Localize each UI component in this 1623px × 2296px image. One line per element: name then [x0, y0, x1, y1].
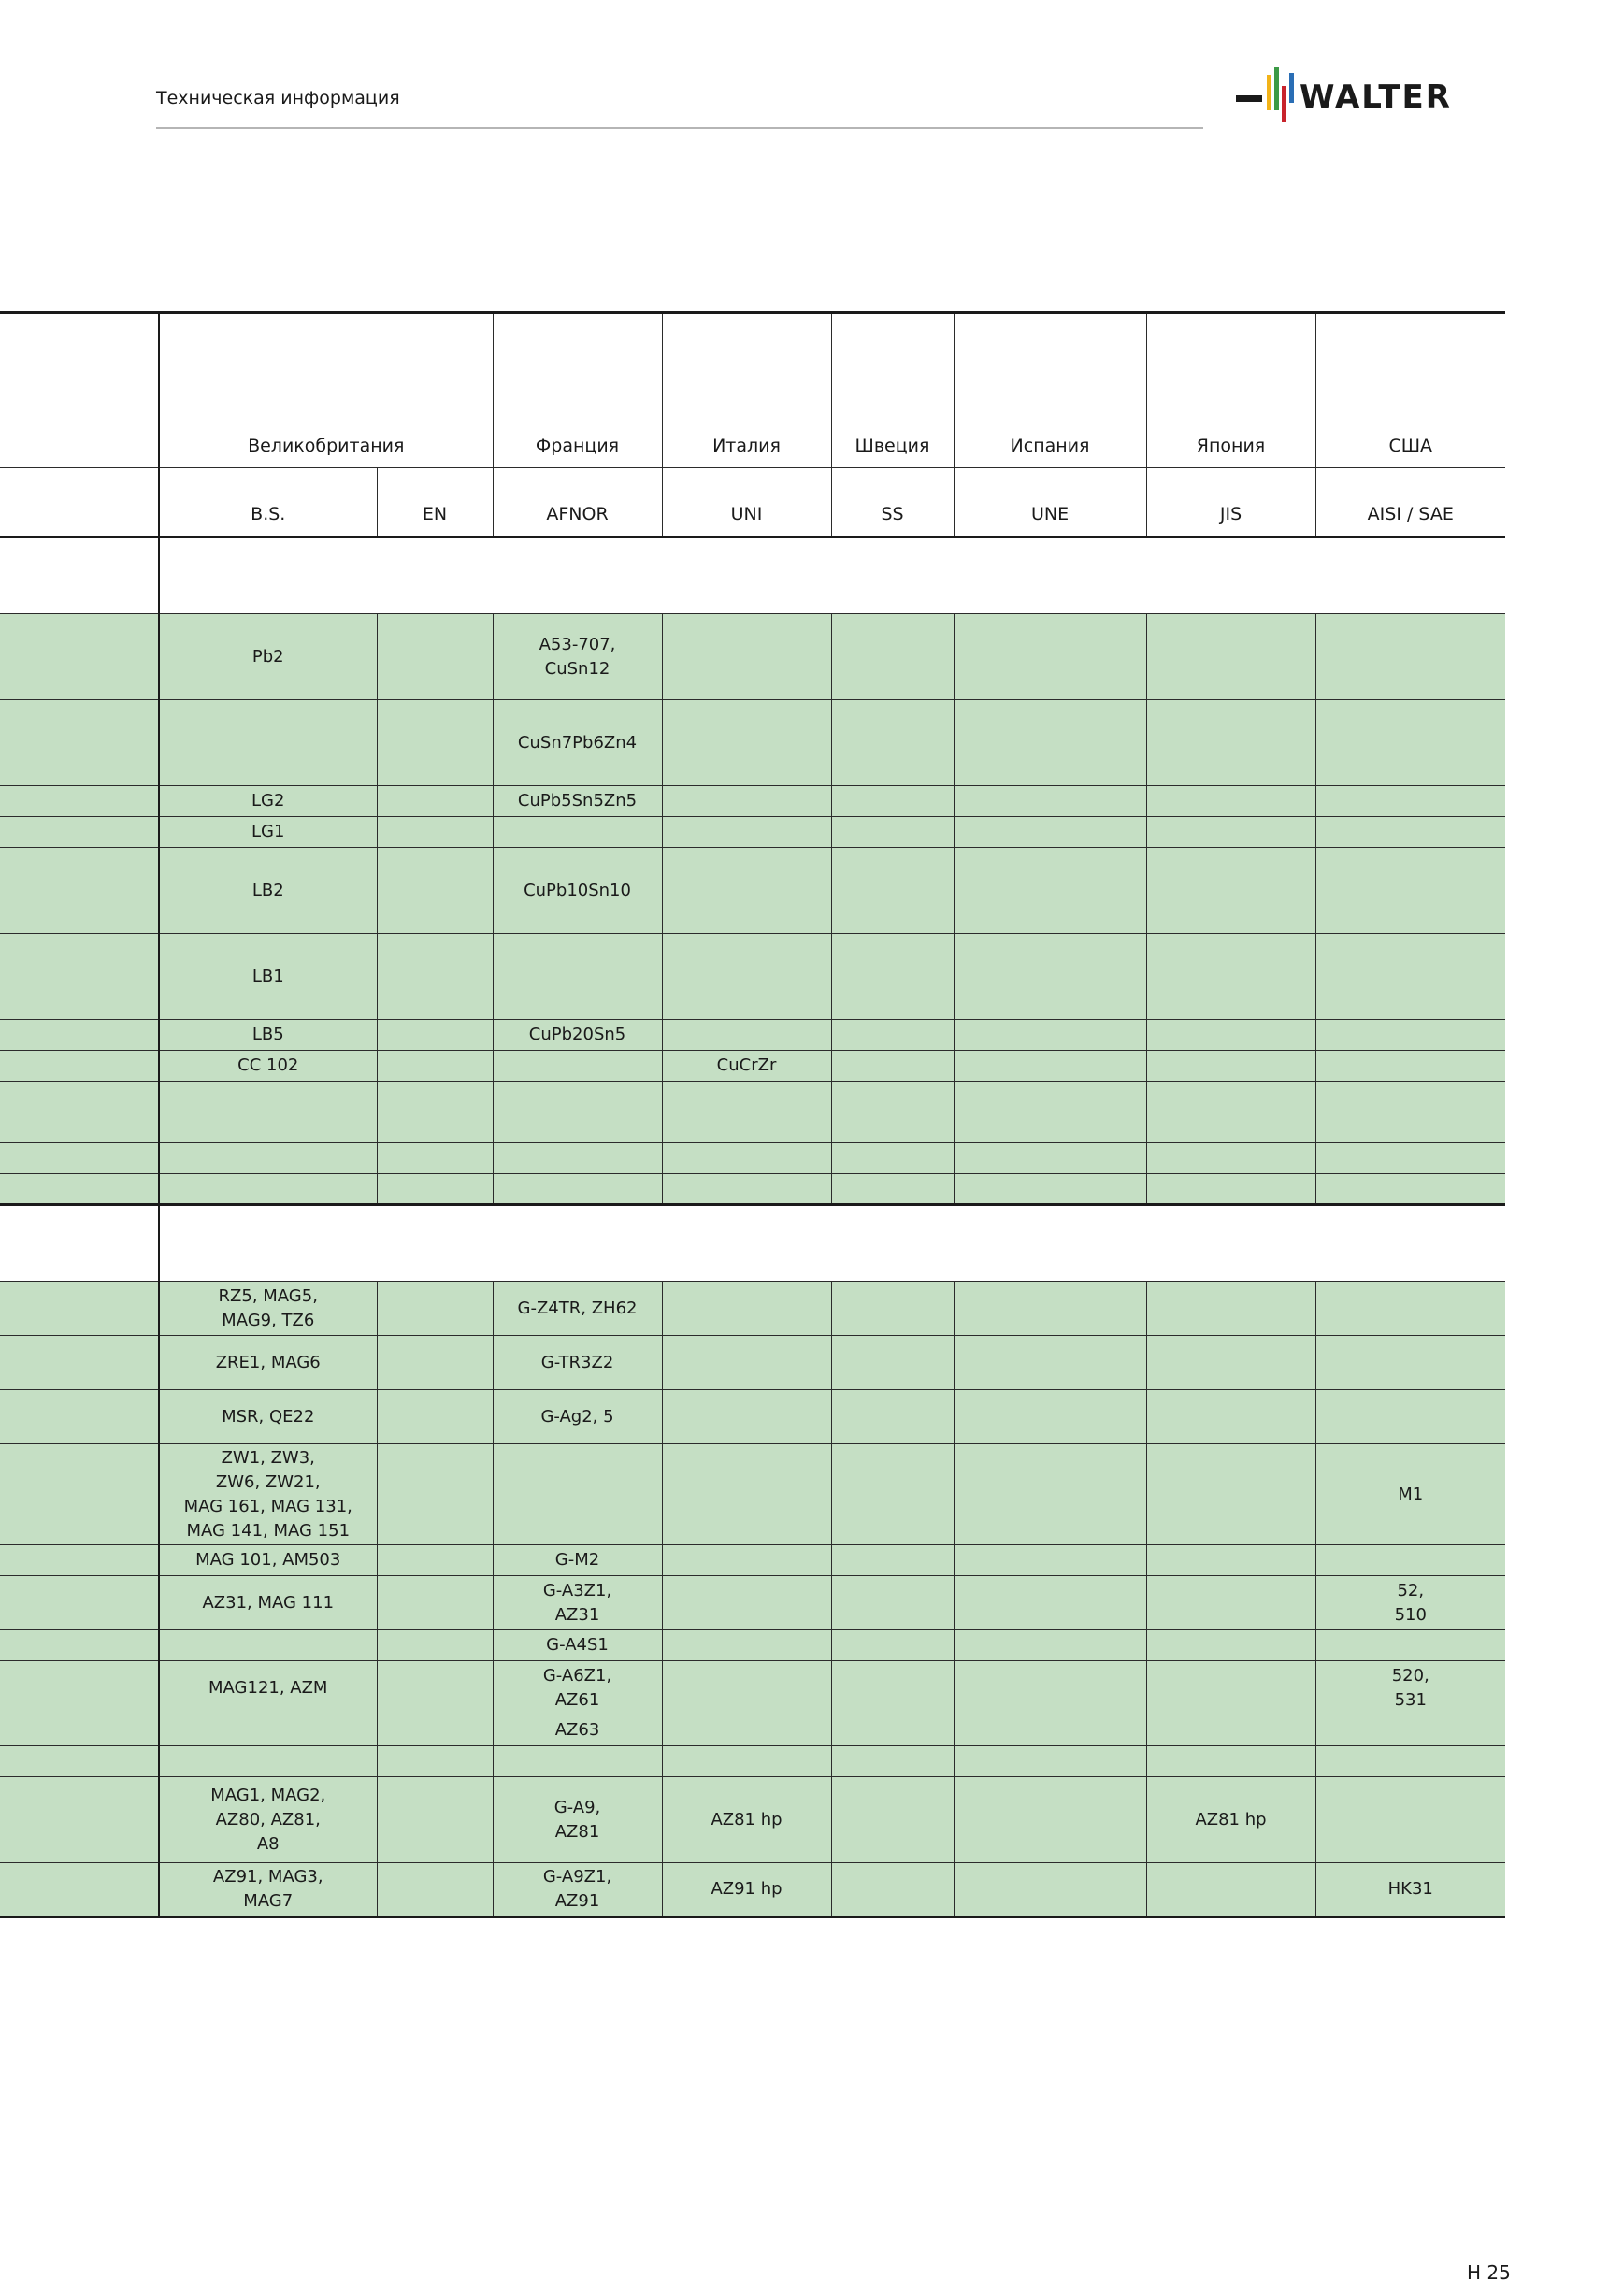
table-cell	[662, 700, 831, 786]
table-row	[0, 1051, 1505, 1082]
table-cell	[662, 1545, 831, 1576]
table-cell: 520, 531	[1315, 1661, 1505, 1715]
table-cell	[1315, 1282, 1505, 1336]
table-cell	[954, 1020, 1146, 1051]
table-cell: CuPb5Sn5Zn5	[493, 786, 662, 817]
table-cell: G-Z4TR, ZH62	[493, 1282, 662, 1336]
table-cell	[493, 934, 662, 1020]
table-cell	[662, 1082, 831, 1112]
table-cell	[377, 1444, 493, 1545]
table-cell	[1146, 1576, 1315, 1630]
table-cell	[493, 1082, 662, 1112]
table-row	[0, 1174, 1505, 1205]
standard-header: SS	[831, 468, 954, 538]
table-cell	[377, 700, 493, 786]
table-cell: ZW1, ZW3, ZW6, ZW21, MAG 161, MAG 131, MAG 141, MAG 151	[159, 1444, 377, 1545]
table-cell	[954, 1746, 1146, 1777]
table-row	[0, 848, 1505, 934]
country-header: Италия	[662, 313, 831, 468]
table-cell	[377, 1336, 493, 1390]
table-cell	[662, 614, 831, 700]
row-label-cell	[0, 313, 159, 468]
row-label-cell	[0, 817, 159, 848]
table-cell	[493, 817, 662, 848]
table-cell	[954, 1390, 1146, 1444]
table-cell	[831, 1715, 954, 1746]
table-cell	[1315, 817, 1505, 848]
row-label-cell	[0, 1205, 159, 1282]
table-cell	[377, 1746, 493, 1777]
group-spacer-cell	[159, 538, 1505, 614]
table-cell: G-M2	[493, 1545, 662, 1576]
table-row	[0, 1444, 1505, 1545]
table-cell	[493, 1746, 662, 1777]
svg-text:WALTER: WALTER	[1300, 79, 1452, 116]
table-cell: ZRE1, MAG6	[159, 1336, 377, 1390]
table-cell	[1146, 614, 1315, 700]
country-header: США	[1315, 313, 1505, 468]
table-cell	[831, 848, 954, 934]
table-cell: MAG 101, AM503	[159, 1545, 377, 1576]
table-cell	[1315, 1746, 1505, 1777]
table-row	[0, 1082, 1505, 1112]
table-cell	[159, 1715, 377, 1746]
table-row	[0, 1661, 1505, 1715]
table-cell	[1146, 1020, 1315, 1051]
country-header-row	[0, 313, 1505, 468]
table-cell	[831, 1174, 954, 1205]
table-cell	[1146, 1051, 1315, 1082]
table-cell	[831, 1390, 954, 1444]
table-cell	[954, 848, 1146, 934]
table-cell: LG2	[159, 786, 377, 817]
table-cell	[377, 1715, 493, 1746]
table-cell	[1315, 1051, 1505, 1082]
table-cell	[1146, 1444, 1315, 1545]
table-cell: AZ91, MAG3, MAG7	[159, 1863, 377, 1917]
table-cell	[1315, 1390, 1505, 1444]
row-label-cell	[0, 1576, 159, 1630]
table-cell: LG1	[159, 817, 377, 848]
table-cell	[954, 1545, 1146, 1576]
table-row	[0, 1112, 1505, 1143]
row-label-cell	[0, 1863, 159, 1917]
table-cell: CuCrZr	[662, 1051, 831, 1082]
table-cell	[662, 1390, 831, 1444]
table-cell: MAG1, MAG2, AZ80, AZ81, A8	[159, 1777, 377, 1863]
table-cell	[1146, 786, 1315, 817]
row-label-cell	[0, 848, 159, 934]
table-row	[0, 817, 1505, 848]
table-cell	[954, 1777, 1146, 1863]
table-cell: MAG121, AZM	[159, 1661, 377, 1715]
table-cell	[1315, 1777, 1505, 1863]
table-cell	[377, 1082, 493, 1112]
standard-header: JIS	[1146, 468, 1315, 538]
table-cell	[831, 1051, 954, 1082]
table-cell	[1146, 1082, 1315, 1112]
table-cell	[1315, 1143, 1505, 1174]
table-cell	[377, 848, 493, 934]
table-cell	[1146, 1545, 1315, 1576]
table-cell	[377, 1174, 493, 1205]
row-label-cell	[0, 786, 159, 817]
table-cell	[662, 1630, 831, 1661]
table-cell	[662, 1143, 831, 1174]
table-cell	[377, 1390, 493, 1444]
table-cell	[159, 700, 377, 786]
standard-header: UNI	[662, 468, 831, 538]
table-cell	[1146, 934, 1315, 1020]
table-cell	[1315, 1336, 1505, 1390]
table-cell	[1315, 1174, 1505, 1205]
section-title: Техническая информация	[156, 88, 400, 108]
table-row	[0, 1545, 1505, 1576]
table-cell	[954, 1444, 1146, 1545]
row-label-cell	[0, 1174, 159, 1205]
table-cell: CuSn7Pb6Zn4	[493, 700, 662, 786]
table-cell	[1315, 614, 1505, 700]
table-cell	[831, 1746, 954, 1777]
country-header: Швеция	[831, 313, 954, 468]
table-cell	[1315, 934, 1505, 1020]
table-cell	[1146, 1174, 1315, 1205]
table-cell	[831, 1282, 954, 1336]
table-cell	[493, 1444, 662, 1545]
table-cell	[662, 1336, 831, 1390]
table-cell: CuPb10Sn10	[493, 848, 662, 934]
walter-logo	[1232, 56, 1511, 135]
table-cell	[493, 1051, 662, 1082]
row-label-cell	[0, 1112, 159, 1143]
table-cell	[159, 1112, 377, 1143]
table-cell: HK31	[1315, 1863, 1505, 1917]
table-cell: G-A6Z1, AZ61	[493, 1661, 662, 1715]
table-row	[0, 1390, 1505, 1444]
table-cell: M1	[1315, 1444, 1505, 1545]
row-label-cell	[0, 1746, 159, 1777]
table-cell	[831, 817, 954, 848]
table-cell	[954, 1715, 1146, 1746]
table-cell	[954, 934, 1146, 1020]
table-cell	[831, 1630, 954, 1661]
table-cell	[1146, 1715, 1315, 1746]
standard-header-row	[0, 468, 1505, 538]
row-label-cell	[0, 1336, 159, 1390]
row-label-cell	[0, 1661, 159, 1715]
row-label-cell	[0, 1051, 159, 1082]
table-cell	[954, 1174, 1146, 1205]
table-cell	[159, 1630, 377, 1661]
table-cell: G-A4S1	[493, 1630, 662, 1661]
table-cell	[377, 1630, 493, 1661]
table-cell	[1315, 1630, 1505, 1661]
table-cell	[377, 786, 493, 817]
table-cell	[493, 1174, 662, 1205]
table-cell	[954, 1661, 1146, 1715]
table-row	[0, 934, 1505, 1020]
table-cell: AZ81 hp	[662, 1777, 831, 1863]
table-cell	[662, 1715, 831, 1746]
table-cell	[954, 1143, 1146, 1174]
table-row	[0, 1336, 1505, 1390]
table-cell	[377, 1020, 493, 1051]
table-row	[0, 1777, 1505, 1863]
table-cell	[377, 1661, 493, 1715]
table-cell	[377, 1282, 493, 1336]
table-cell	[1146, 1390, 1315, 1444]
row-label-cell	[0, 1143, 159, 1174]
table-cell: LB5	[159, 1020, 377, 1051]
table-cell	[831, 1020, 954, 1051]
table-cell: MSR, QE22	[159, 1390, 377, 1444]
table-cell	[1315, 1112, 1505, 1143]
row-label-cell	[0, 614, 159, 700]
table-cell	[831, 786, 954, 817]
table-cell	[493, 1143, 662, 1174]
page-number: H 25	[1467, 2261, 1511, 2284]
table-cell	[954, 1112, 1146, 1143]
standard-header: AFNOR	[493, 468, 662, 538]
row-label-cell	[0, 1444, 159, 1545]
table-cell	[662, 1112, 831, 1143]
table-cell	[831, 1576, 954, 1630]
table-cell	[1315, 1545, 1505, 1576]
table-cell	[493, 1112, 662, 1143]
table-cell	[954, 1576, 1146, 1630]
table-cell	[662, 848, 831, 934]
row-label-cell	[0, 538, 159, 614]
standard-header: B.S.	[159, 468, 377, 538]
table-cell	[1146, 1336, 1315, 1390]
table-cell	[1146, 1746, 1315, 1777]
table-row	[0, 1863, 1505, 1917]
table-cell	[662, 1661, 831, 1715]
row-label-cell	[0, 700, 159, 786]
table-cell	[831, 1863, 954, 1917]
table-cell	[831, 1336, 954, 1390]
table-cell	[1146, 848, 1315, 934]
row-label-cell	[0, 1715, 159, 1746]
table-cell	[831, 1143, 954, 1174]
table-cell	[831, 1777, 954, 1863]
table-row	[0, 1715, 1505, 1746]
table-cell	[377, 1051, 493, 1082]
material-group-row	[0, 1205, 1505, 1282]
table-cell	[1146, 817, 1315, 848]
table-cell	[954, 1282, 1146, 1336]
table-cell: AZ31, MAG 111	[159, 1576, 377, 1630]
table-cell	[377, 934, 493, 1020]
table-cell	[662, 934, 831, 1020]
table-cell	[831, 1082, 954, 1112]
table-cell	[1315, 848, 1505, 934]
country-header: Франция	[493, 313, 662, 468]
table-cell	[377, 1576, 493, 1630]
country-header: Япония	[1146, 313, 1315, 468]
table-cell	[662, 1282, 831, 1336]
row-label-cell	[0, 468, 159, 538]
row-label-cell	[0, 1020, 159, 1051]
table-cell	[954, 817, 1146, 848]
table-row	[0, 1746, 1505, 1777]
table-row	[0, 1576, 1505, 1630]
table-cell	[662, 817, 831, 848]
table-cell	[662, 786, 831, 817]
table-cell: G-Ag2, 5	[493, 1390, 662, 1444]
row-label-cell	[0, 934, 159, 1020]
table-cell	[831, 1444, 954, 1545]
standard-header: AISI / SAE	[1315, 468, 1505, 538]
table-cell	[1146, 1112, 1315, 1143]
table-cell: Pb2	[159, 614, 377, 700]
country-header: Великобритания	[159, 313, 493, 468]
table-cell	[831, 614, 954, 700]
table-cell: G-A3Z1, AZ31	[493, 1576, 662, 1630]
table-cell	[954, 1863, 1146, 1917]
table-cell	[662, 1444, 831, 1545]
table-cell	[1146, 1630, 1315, 1661]
table-row	[0, 1020, 1505, 1051]
row-label-cell	[0, 1282, 159, 1336]
standard-header: UNE	[954, 468, 1146, 538]
table-cell	[954, 1082, 1146, 1112]
table-cell	[954, 786, 1146, 817]
table-cell: LB1	[159, 934, 377, 1020]
table-cell	[662, 1020, 831, 1051]
table-cell	[954, 1051, 1146, 1082]
table-cell	[831, 1112, 954, 1143]
table-cell	[662, 1746, 831, 1777]
table-cell	[159, 1174, 377, 1205]
table-cell	[954, 700, 1146, 786]
table-row	[0, 786, 1505, 817]
country-header: Испания	[954, 313, 1146, 468]
table-cell	[1315, 1715, 1505, 1746]
row-label-cell	[0, 1545, 159, 1576]
table-cell: G-A9, AZ81	[493, 1777, 662, 1863]
table-cell	[1315, 1082, 1505, 1112]
table-cell	[1146, 1143, 1315, 1174]
table-row	[0, 1630, 1505, 1661]
table-cell: RZ5, MAG5, MAG9, TZ6	[159, 1282, 377, 1336]
row-label-cell	[0, 1777, 159, 1863]
table-cell: G-TR3Z2	[493, 1336, 662, 1390]
material-group-row	[0, 538, 1505, 614]
table-row	[0, 700, 1505, 786]
table-cell	[1146, 1661, 1315, 1715]
table-cell	[1146, 1863, 1315, 1917]
table-row	[0, 1282, 1505, 1336]
table-cell: 52, 510	[1315, 1576, 1505, 1630]
table-cell	[662, 1174, 831, 1205]
table-cell	[377, 1112, 493, 1143]
table-cell	[1315, 700, 1505, 786]
table-cell	[377, 1863, 493, 1917]
row-label-cell	[0, 1082, 159, 1112]
table-cell	[831, 934, 954, 1020]
table-cell	[954, 1630, 1146, 1661]
table-cell	[1315, 1020, 1505, 1051]
table-cell	[159, 1143, 377, 1174]
table-cell: LB2	[159, 848, 377, 934]
table-cell	[954, 614, 1146, 700]
row-label-cell	[0, 1390, 159, 1444]
table-cell: AZ63	[493, 1715, 662, 1746]
table-cell	[377, 614, 493, 700]
table-cell: G-A9Z1, AZ91	[493, 1863, 662, 1917]
table-cell: A53-707, CuSn12	[493, 614, 662, 700]
header-divider	[156, 127, 1203, 129]
standard-header: EN	[377, 468, 493, 538]
material-equivalents-table	[0, 311, 1505, 1918]
table-cell: CuPb20Sn5	[493, 1020, 662, 1051]
table-cell	[954, 1336, 1146, 1390]
table-row	[0, 614, 1505, 700]
table-cell	[831, 700, 954, 786]
table-cell	[377, 1777, 493, 1863]
table-cell: AZ81 hp	[1146, 1777, 1315, 1863]
table-cell	[1146, 700, 1315, 786]
table-cell	[159, 1082, 377, 1112]
table-cell	[831, 1545, 954, 1576]
table-cell	[377, 1545, 493, 1576]
table-cell	[662, 1576, 831, 1630]
table-cell	[831, 1661, 954, 1715]
row-label-cell	[0, 1630, 159, 1661]
table-cell	[377, 1143, 493, 1174]
table-cell: CC 102	[159, 1051, 377, 1082]
table-cell	[1146, 1282, 1315, 1336]
group-spacer-cell	[159, 1205, 1505, 1282]
table-cell	[1315, 786, 1505, 817]
table-cell	[377, 817, 493, 848]
table-row	[0, 1143, 1505, 1174]
table-cell	[159, 1746, 377, 1777]
table-cell: AZ91 hp	[662, 1863, 831, 1917]
